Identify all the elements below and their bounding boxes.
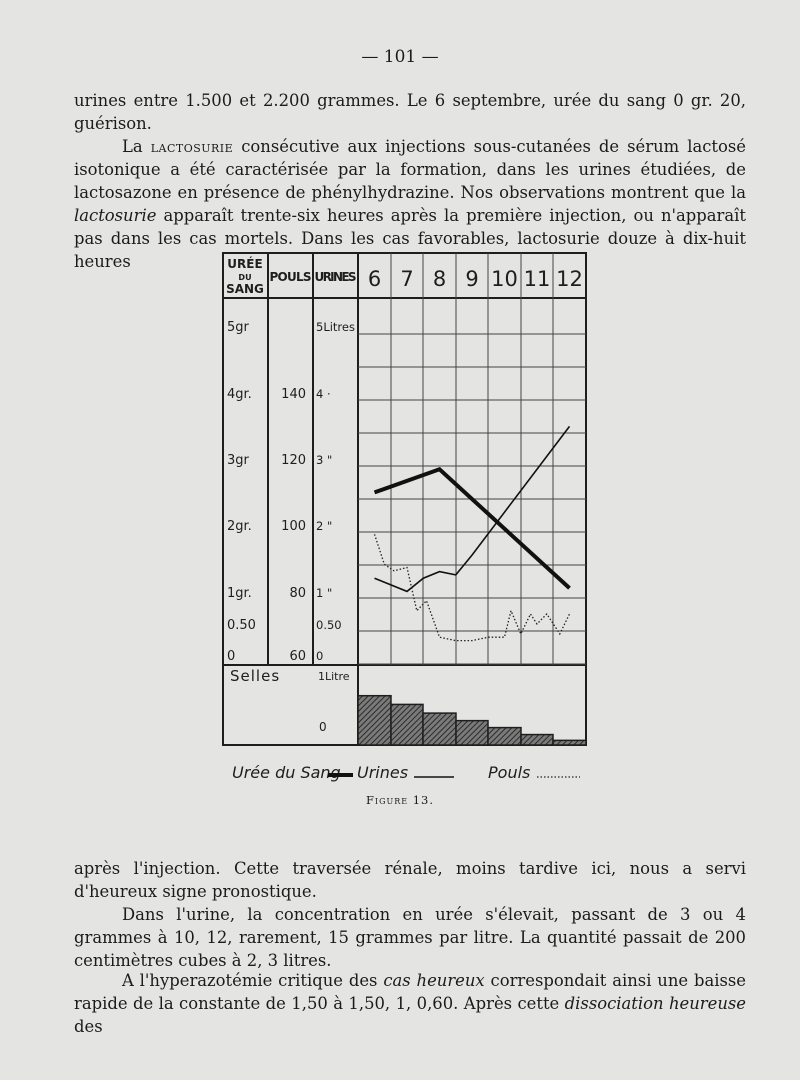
paragraph-4 <box>74 903 746 972</box>
paragraph-3 <box>74 857 746 903</box>
urines-tick-label: 0 <box>316 649 324 663</box>
p2-text-b: apparaît trente-six heures après la première injection, ou n'apparaît pas dans les cas mortels. Dans les cas favorables, lactosurie douze à dix-huit heures <box>74 206 746 271</box>
p2-lead: La <box>122 137 151 156</box>
urines-tick-label: 5Litres <box>316 320 355 334</box>
pouls-tick-label: 80 <box>289 586 306 601</box>
series-pouls-line <box>375 534 570 640</box>
uree-tick-label: 4gr. <box>227 387 252 402</box>
selles-tick-label: 0 <box>319 720 327 734</box>
header-uree: URÉE <box>227 257 263 271</box>
paragraph-4-text: Dans l'urine, la concentration en urée s'élevait, passant de 3 ou 4 grammes à 10, 12, rarement, 15 grammes par litre. La quantité passait de 200 centimètres cubes à 2, 3 litres. <box>74 905 746 970</box>
p5-text-b: correspondait ainsi une baisse rapide de la constante de 1,50 à 1,50, 1, 0,60. Après cette <box>74 971 746 1013</box>
series-urines-line <box>375 426 570 591</box>
urines-tick-label: 0.50 <box>316 618 342 632</box>
paragraph-1-text: urines entre 1.500 et 2.200 grammes. Le 6 septembre, urée du sang 0 gr. 20, guérison. <box>74 91 746 133</box>
uree-tick-label: 3gr <box>227 453 249 468</box>
p5-italic-1: cas heureux <box>383 971 485 990</box>
series-uree-line <box>375 469 570 588</box>
pouls-tick-label: 140 <box>281 387 306 402</box>
pouls-tick-label: 100 <box>281 519 306 534</box>
page-number: — 101 — <box>361 47 439 67</box>
legend-urines: Urines <box>357 763 409 782</box>
selles-bar <box>358 696 391 745</box>
paragraph-5 <box>74 969 746 1038</box>
legend-pouls: Pouls <box>488 763 531 782</box>
header-pouls: POULS <box>269 270 312 284</box>
day-label: 7 <box>400 267 414 291</box>
selles-label: Selles <box>230 667 281 685</box>
legend-uree: Urée du Sang <box>232 763 341 782</box>
urines-tick-label: 2 " <box>316 519 333 533</box>
uree-tick-label: 2gr. <box>227 519 252 534</box>
selles-bar <box>521 735 553 745</box>
selles-bar <box>488 728 521 745</box>
urines-tick-label: 1 " <box>316 586 333 600</box>
p2-smallcaps: lactosurie <box>150 137 234 156</box>
day-label: 9 <box>465 267 479 291</box>
p5-italic-2: dissociation heureuse <box>564 994 746 1013</box>
uree-tick-label: 0.50 <box>227 618 256 633</box>
selles-bar <box>553 740 586 745</box>
urines-tick-label: 3 " <box>316 453 333 467</box>
uree-tick-label: 1gr. <box>227 586 252 601</box>
uree-tick-label: 0 <box>227 649 236 664</box>
p2-text-a: consécutive aux injections sous-cutanées de sérum lactosé isotonique a été caractérisée par la formation, dans les urines étudiées, de lactosazone en présence de phénylhydrazine. Nos observations montrent que la <box>74 137 746 202</box>
p5-text-c: des <box>74 1017 103 1036</box>
figure-caption <box>0 793 800 807</box>
urines-tick-label: 4 · <box>316 387 331 401</box>
paragraph-3-text: après l'injection. Cette traversée rénale, moins tardive ici, nous a servi d'heureux signe pronostique. <box>74 859 746 901</box>
selles-bar <box>423 713 456 745</box>
figure-caption-text: Figure 13. <box>365 793 435 807</box>
pouls-tick-label: 60 <box>289 649 306 664</box>
selles-bar <box>391 704 423 745</box>
day-label: 6 <box>367 267 382 291</box>
selles-tick-label: 1Litre <box>318 670 350 683</box>
pouls-tick-label: 120 <box>281 453 306 468</box>
day-label: 12 <box>556 267 583 291</box>
header-urines: URINES <box>314 270 357 284</box>
day-label: 10 <box>491 267 518 291</box>
selles-bar <box>456 721 488 745</box>
header-sang: SANG <box>226 282 264 296</box>
day-label: 8 <box>432 267 447 291</box>
p5-text-a: A l'hyperazotémie critique des <box>122 971 384 990</box>
day-label: 11 <box>523 267 551 291</box>
p2-italic: lactosurie <box>74 206 157 225</box>
uree-tick-label: 5gr <box>227 320 249 335</box>
header-du: DU <box>238 273 252 282</box>
